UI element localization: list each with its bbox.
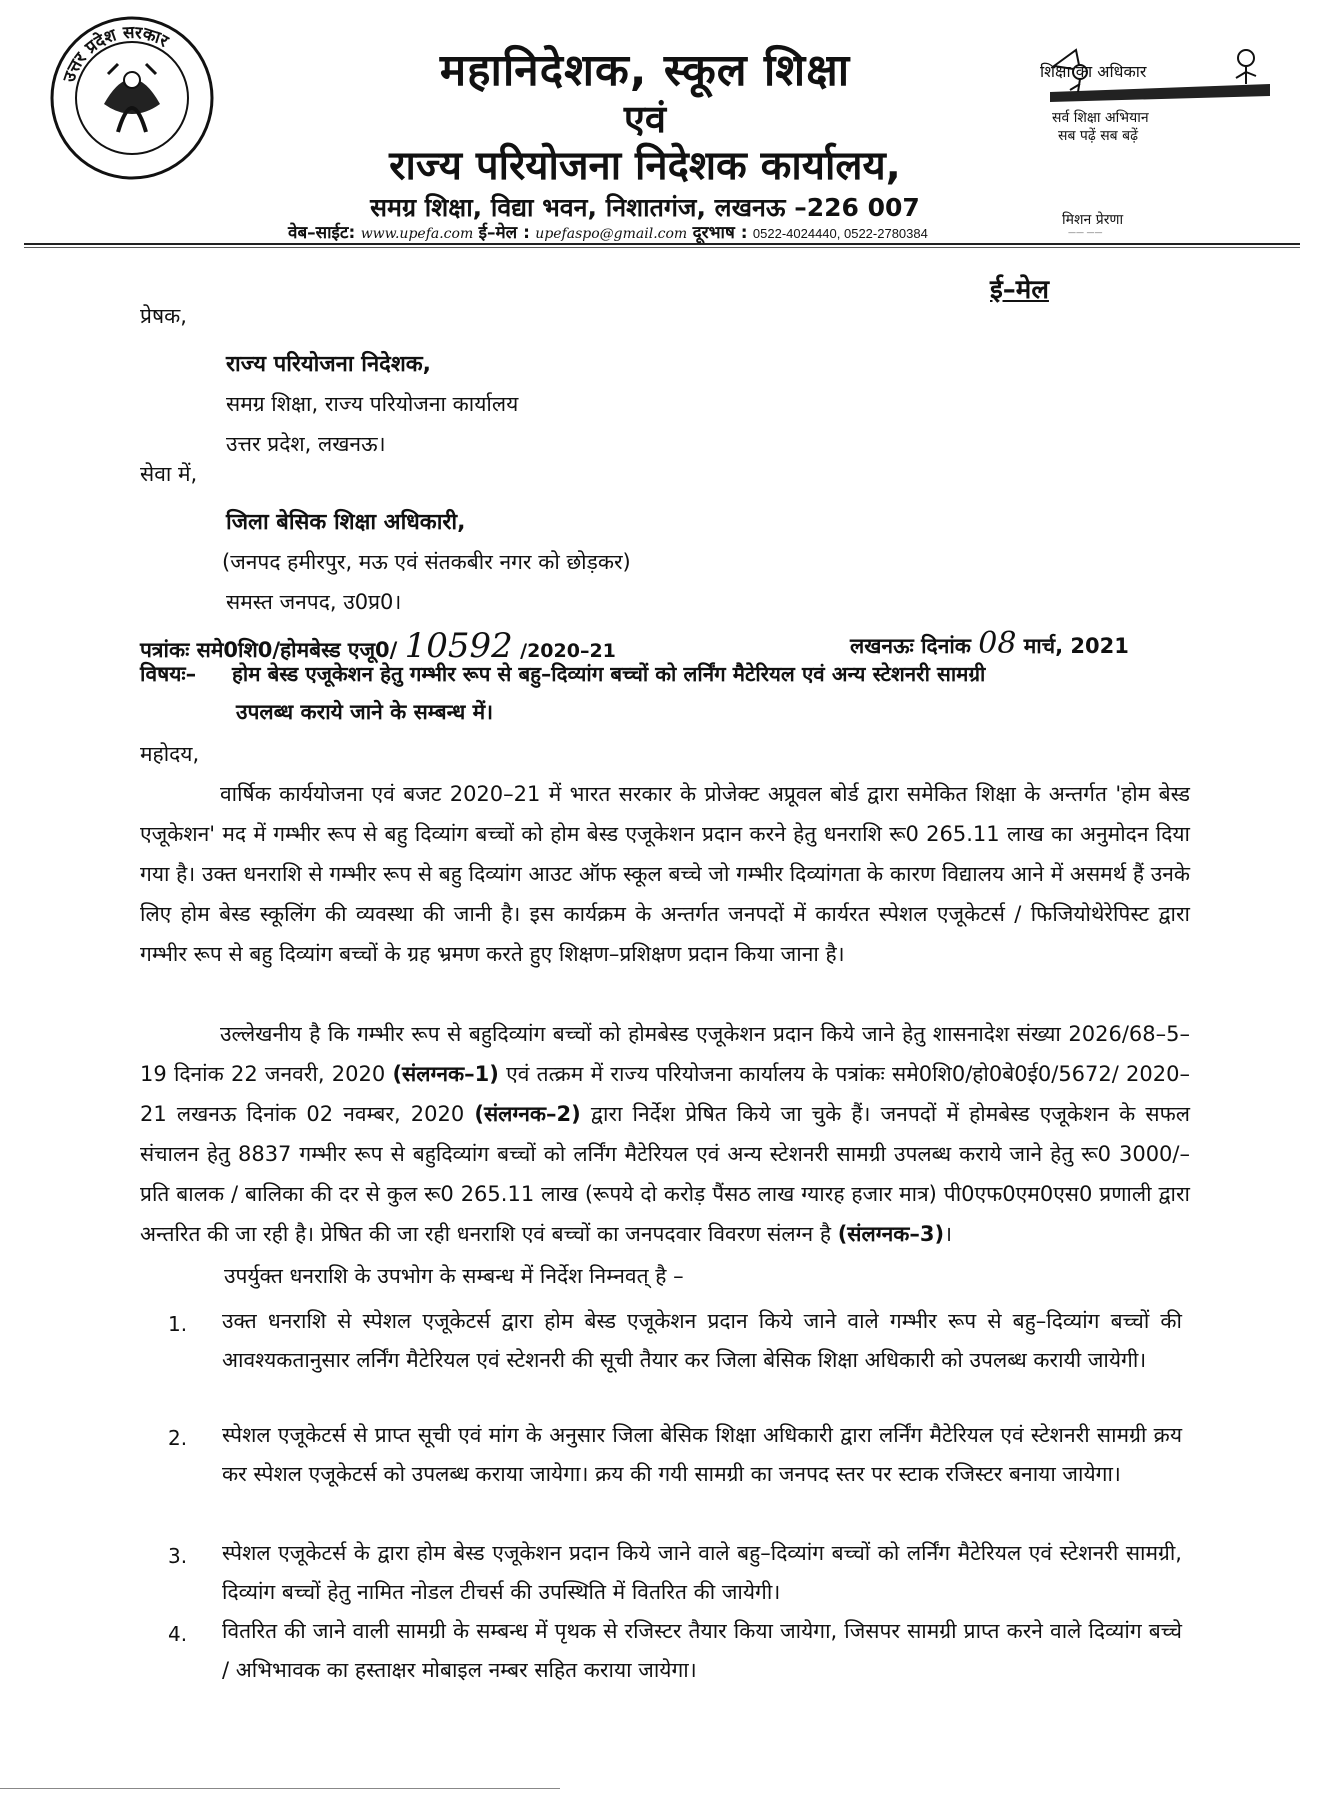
item-number: 3. bbox=[168, 1544, 188, 1568]
office-title-line3: राज्य परियोजना निदेशक कार्यालय, bbox=[389, 143, 901, 189]
phone-label: दूरभाष : bbox=[692, 223, 748, 243]
recipient-label: सेवा में, bbox=[140, 462, 198, 486]
office-title-line1: महानिदेशक, स्कूल शिक्षा bbox=[439, 45, 851, 96]
annexure-3-ref: (संलग्नक–3) bbox=[837, 1222, 945, 1246]
sender-label: प्रेषक, bbox=[140, 304, 187, 328]
office-address: समग्र शिक्षा, विद्या भवन, निशातगंज, लखनऊ –226 007 bbox=[370, 193, 920, 222]
sender-line1: समग्र शिक्षा, राज्य परियोजना कार्यालय bbox=[226, 392, 519, 416]
date-suffix: मार्च, 2021 bbox=[1023, 634, 1129, 658]
rte-title: शिक्षा का अधिकार bbox=[1040, 62, 1147, 81]
reference-prefix: पत्रांकः समे0शि0/होमबेस्ड एजू0/ bbox=[140, 638, 398, 662]
item-number: 1. bbox=[168, 1312, 188, 1336]
paragraph-2-text-a: उल्लेखनीय है कि गम्भीर रूप से बहुदिव्यांग बच्चों को होमबेस्ड एजूकेशन प्रदान किये जाने हेतु शासनादेश संख्या 2026/68–5–19 दिनांक 22 जनवरी, 2020 bbox=[140, 1022, 1190, 1086]
item-number: 2. bbox=[168, 1426, 188, 1450]
contact-line bbox=[288, 220, 928, 243]
website-label: वेब–साईट: bbox=[288, 223, 356, 243]
recipient-line2: समस्त जनपद, उ0प्र0। bbox=[226, 590, 402, 614]
date-prefix: लखनऊः दिनांक bbox=[850, 634, 971, 658]
date-handwritten-day: 08 bbox=[978, 626, 1017, 661]
instruction-item: उक्त धनराशि से स्पेशल एजूकेटर्स द्वारा होम बेस्ड एजूकेशन प्रदान किये जाने वाले गम्भीर रूप से बहु–दिव्यांग बच्चों की आवश्यकतानुसार लर्निंग मैटेरियल एवं स्टेशनरी की सूची तैयार कर जिला बेसिक शिक्षा अधिकारी को उपलब्ध करायी जायेगी। bbox=[222, 1309, 1182, 1372]
sender-title: राज्य परियोजना निदेशक, bbox=[226, 352, 432, 377]
paragraph-2-text-e: द्वारा निर्देश प्रेषित किये जा चुके हैं। जनपदों में होमबेस्ड एजूकेशन के सफल संचालन हेतु 8837 गम्भीर रूप से बहुदिव्यांग बच्चों को लर्निंग मैटेरियल एवं अन्य स्टेशनरी सामग्री उपलब्ध कराये जाने हेतु रू0 3000/– प्रति बालक / बालिका की दर से कुल रू0 265.11 लाख (रूपये दो करोड़ पैंसठ लाख ग्यारह हजार मात्र) पी0एफ0एम0एस0 प्रणाली द्वारा अन्तरित की जा रही है। प्रेषित की जा रही धनराशि एवं बच्चों का जनपदवार विवरण संलग्न है bbox=[140, 1102, 1190, 1246]
paragraph-1: वार्षिक कार्ययोजना एवं बजट 2020–21 में भारत सरकार के प्रोजेक्ट अप्रूवल बोर्ड द्वारा समेकित शिक्षा के अन्तर्गत 'होम बेस्ड एजूकेशन' मद में गम्भीर रूप से बहु दिव्यांग बच्चों को होम बेस्ड एजूकेशन प्रदान करने हेतु धनराशि रू0 265.11 लाख का अनुमोदन दिया गया है। उक्त धनराशि से गम्भीर रूप से बहु दिव्यांग आउट ऑफ स्कूल बच्चे जो गम्भीर दिव्यांगता के कारण विद्यालय आने में असमर्थ हैं उनके लिए होम बेस्ड स्कूलिंग की व्यवस्था की जानी है। इस कार्यक्रम के अन्तर्गत जनपदों में कार्यरत स्पेशल एजूकेटर्स / फिजियोथेरेपिस्ट द्वारा गम्भीर रूप से बहु दिव्यांग बच्चों के ग्रह भ्रमण करते हुए शिक्षण–प्रशिक्षण प्रदान किया जाना है। bbox=[140, 782, 1190, 966]
paragraph-2 bbox=[140, 1014, 1190, 1254]
header-rule-thin bbox=[24, 247, 1300, 248]
reference-handwritten-number: 10592 bbox=[404, 626, 513, 666]
subject-line1: होम बेस्ड एजूकेशन हेतु गम्भीर रूप से बहु–दिव्यांग बच्चों को लर्निंग मैटेरियल एवं अन्य स्टेशनरी सामग्री bbox=[232, 662, 986, 686]
letter-date bbox=[850, 626, 1129, 661]
reference-suffix: /2020–21 bbox=[520, 640, 616, 662]
government-seal-icon bbox=[48, 14, 216, 182]
mission-prerna-tagline: —— —— bbox=[1068, 228, 1103, 237]
salutation: महोदय, bbox=[140, 742, 200, 766]
svg-text:उत्तर प्रदेश सरकार bbox=[59, 23, 172, 86]
ssa-name: सर्व शिक्षा अभियान bbox=[1052, 110, 1149, 126]
scan-edge-line bbox=[0, 1788, 560, 1789]
annexure-2-ref: (संलग्नक–2) bbox=[474, 1102, 581, 1126]
instruction-item: स्पेशल एजूकेटर्स के द्वारा होम बेस्ड एजूकेशन प्रदान किये जाने वाले बहु–दिव्यांग बच्चों को लर्निंग मैटेरियल एवं स्टेशनरी सामग्री, दिव्यांग बच्चों हेतु नामित नोडल टीचर्स की उपस्थिति में वितरित की जायेगी। bbox=[222, 1541, 1182, 1604]
recipient-line1: (जनपद हमीरपुर, मऊ एवं संतकबीर नगर को छोड़कर) bbox=[222, 550, 631, 574]
paragraph-3: उपर्युक्त धनराशि के उपभोग के सम्बन्ध में निर्देश निम्नवत् है – bbox=[224, 1264, 684, 1288]
recipient-title: जिला बेसिक शिक्षा अधिकारी, bbox=[226, 510, 466, 535]
website-link[interactable]: www.upefa.com bbox=[360, 226, 474, 242]
office-title-line2: एवं bbox=[623, 97, 667, 141]
delivery-mode: ई–मेल bbox=[990, 275, 1049, 305]
phone-numbers: 0522-4024440, 0522-2780384 bbox=[752, 226, 928, 241]
seal-text: उत्तर प्रदेश सरकार bbox=[59, 22, 172, 85]
annexure-1-ref: (संलग्नक–1) bbox=[392, 1062, 499, 1086]
email-label: ई–मेल : bbox=[478, 223, 530, 243]
subject-label: विषयः– bbox=[140, 662, 197, 686]
email-link[interactable]: upefaspo@gmail.com bbox=[535, 226, 688, 242]
item-number: 4. bbox=[168, 1622, 188, 1646]
paragraph-2-end: । bbox=[944, 1222, 953, 1246]
header-rule bbox=[24, 243, 1300, 245]
subject-line2: उपलब्ध कराये जाने के सम्बन्ध में। bbox=[236, 700, 494, 724]
paragraph-2-text-c: एवं तत्क्रम में राज्य परियोजना कार्यालय के पत्रांकः समे0शि0/हो0बे0ई0/5672/ 2020–21 लखनऊ दिनांक 02 नवम्बर, 2020 bbox=[140, 1062, 1190, 1126]
ssa-slogan: सब पढ़ें सब बढ़ें bbox=[1058, 128, 1138, 144]
mission-prerna-logo: मिशन प्रेरणा bbox=[1062, 212, 1124, 228]
instruction-item: वितरित की जाने वाली सामग्री के सम्बन्ध में पृथक से रजिस्टर तैयार किया जायेगा, जिसपर सामग्री प्राप्त करने वाले दिव्यांग बच्चे / अभिभावक का हस्ताक्षर मोबाइल नम्बर सहित कराया जायेगा। bbox=[222, 1619, 1182, 1682]
instruction-item: स्पेशल एजूकेटर्स से प्राप्त सूची एवं मांग के अनुसार जिला बेसिक शिक्षा अधिकारी द्वारा लर्निंग मैटेरियल एवं स्टेशनरी सामग्री क्रय कर स्पेशल एजूकेटर्स को उपलब्ध कराया जायेगा। क्रय की गयी सामग्री का जनपद स्तर पर स्टाक रजिस्टर बनाया जायेगा। bbox=[222, 1423, 1182, 1486]
sender-line2: उत्तर प्रदेश, लखनऊ। bbox=[226, 432, 386, 456]
